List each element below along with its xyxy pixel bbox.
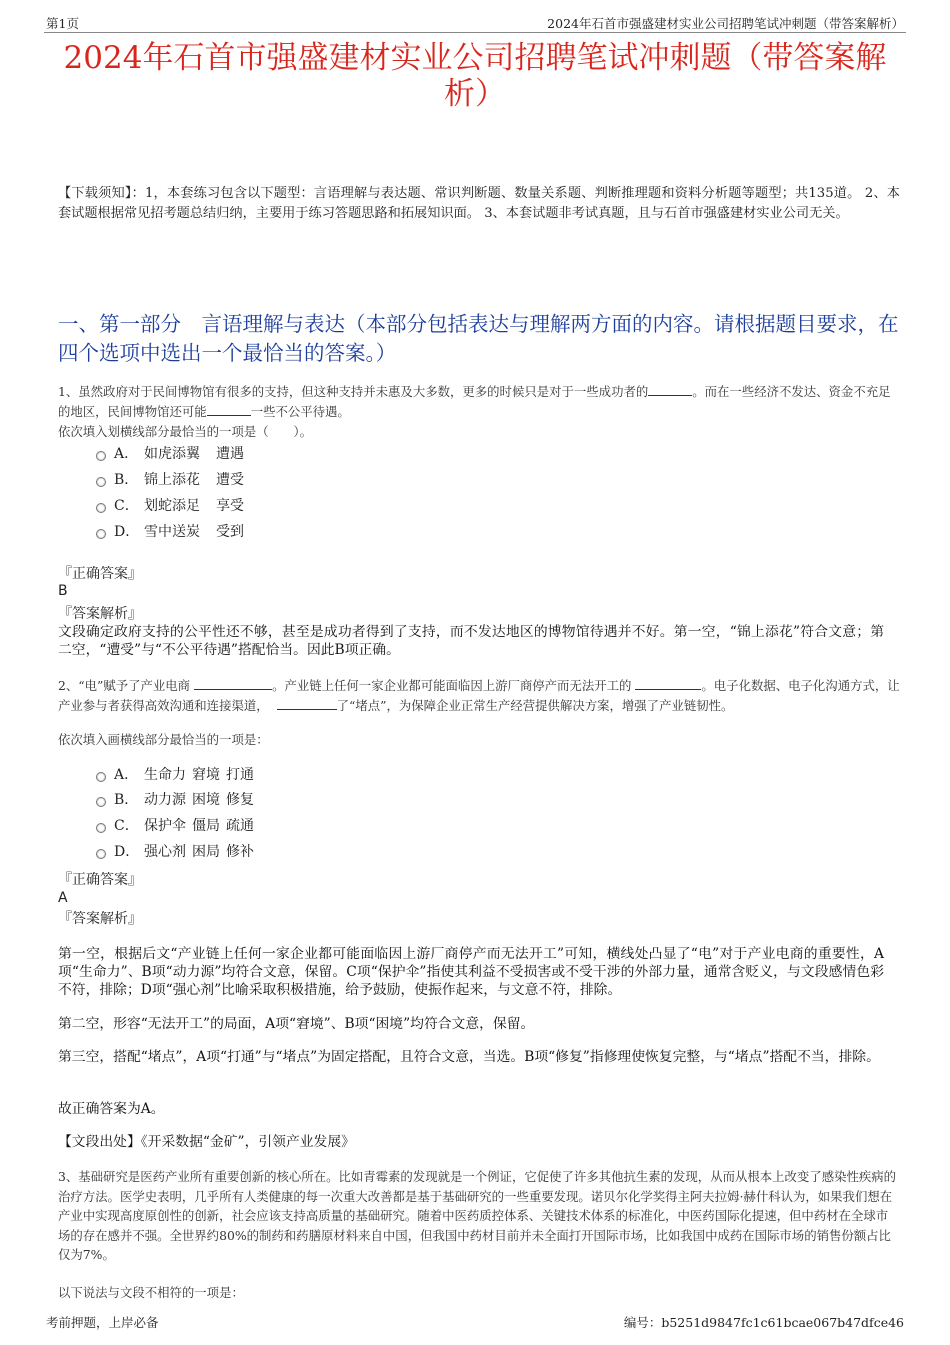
- q1-option-a[interactable]: A． 如虎添翼 遭遇: [96, 444, 260, 464]
- q1-answer: B: [58, 583, 68, 599]
- q1-text-a: 1、虽然政府对于民间博物馆有很多的支持，但这种支持并未惠及大多数，更多的时候只是对于一些成功者的: [58, 384, 649, 399]
- q1-blank-2: [207, 403, 251, 416]
- q2-instruction: 依次填入画横线部分最恰当的一项是：: [58, 732, 269, 747]
- q2-option-b[interactable]: B． 动力源 困境 修复: [96, 790, 270, 810]
- header-divider: [44, 32, 906, 33]
- q2-analysis-p1: 第一空，根据后文“产业链上任何一家企业都可能面临因上游厂商停产而无法开工”可知，横线处凸显了“电”对于产业电商的重要性，A项“生命力”、B项“动力源”均符合文意，保留。C项“保护伞”指使其利益不受损害或不受干涉的外部力量，通常含贬义，与文段感情色彩不符，排除；D项“强心剂”比喻采取积极措施，给予鼓励，使振作起来，与文意不符，排除。: [58, 946, 884, 998]
- radio-icon[interactable]: [96, 477, 106, 487]
- q1-option-c[interactable]: C． 划蛇添足 享受: [96, 496, 260, 516]
- question-3-stem: 3、基础研究是医药产业所有重要创新的核心所在。比如青霉素的发现就是一个例证，它促使了许多其他抗生素的发现，从而从根本上改变了感染性疾病的治疗方法。医学史表明，几乎所有人类健康的每一次重大改善都是基于基础研究的一些重要发现。诺贝尔化学奖得主阿夫拉姆·赫什科认为，如果我们想在产业中实现高度原创性的创新，社会应该支持高质量的基础研究。随着中医药质控体系、关键技术体系的标准化，中医药国际化提速，但中药材在全球市场的存在感并不强。全世界约80%的制药和药膳原材料来自中国，但我国中药材目前并未全面打开国际市场，比如我国中成药在国际市场的销售份额占比仅为7%。: [58, 1169, 897, 1262]
- q1-analysis-label: 『答案解析』: [58, 606, 142, 622]
- section-heading: 一、第一部分 言语理解与表达（本部分包括表达与理解两方面的内容。请根据题目要求，在四个选项中选出一个最恰当的答案。）: [58, 312, 899, 365]
- document-title: [40, 40, 910, 112]
- title-line-2: 析）: [444, 76, 506, 112]
- q2-option-a[interactable]: A． 生命力 窘境 打通: [96, 765, 270, 785]
- radio-icon[interactable]: [96, 451, 106, 461]
- q2-answer-label: 『正确答案』: [58, 872, 142, 888]
- q1-answer-label: 『正确答案』: [58, 566, 142, 582]
- running-header-title: 2024年石首市强盛建材实业公司招聘笔试冲刺题（带答案解析）: [547, 16, 904, 31]
- q1-text-b: 。而在一些经济不发达、资金不充足的地区，民间博物馆还可能: [58, 384, 891, 419]
- q2-blank-1: [194, 677, 272, 690]
- q1-instruction: 依次填入划横线部分最恰当的一项是（ ）。: [58, 424, 313, 439]
- radio-icon[interactable]: [96, 823, 106, 833]
- q1-analysis: 文段确定政府支持的公平性还不够，甚至是成功者得到了支持，而不发达地区的博物馆待遇并不好。第一空，“锦上添花”符合文意；第二空，“遭受”与“不公平待遇”搭配恰当。因此B项正确。: [58, 624, 884, 658]
- footer-slogan: 考前押题，上岸必备: [46, 1315, 159, 1330]
- q1-option-b[interactable]: B． 锦上添花 遭受: [96, 470, 260, 490]
- question-1-stem: [58, 382, 900, 421]
- radio-icon[interactable]: [96, 529, 106, 539]
- page-number: 第1页: [46, 16, 79, 31]
- q2-option-d[interactable]: D． 强心剂 困局 修补: [96, 842, 270, 862]
- q2-analysis-p2: 第二空，形容“无法开工”的局面，A项“窘境”、B项“困境”均符合文意，保留。: [58, 1016, 535, 1032]
- q2-blank-3: [277, 697, 337, 710]
- q2-option-c[interactable]: C． 保护伞 僵局 疏通: [96, 816, 270, 836]
- title-line-1: 2024年石首市强盛建材实业公司招聘笔试冲刺题（带答案解: [63, 40, 887, 76]
- q2-analysis-p3: 第三空，搭配“堵点”，A项“打通”与“堵点”为固定搭配，且符合文意，当选。B项“修复”指修理使恢复完整，与“堵点”搭配不当，排除。: [58, 1049, 880, 1065]
- radio-icon[interactable]: [96, 849, 106, 859]
- q1-text-c: 一些不公平待遇。: [250, 403, 350, 419]
- download-notice: 【下载须知】：1，本套练习包含以下题型：言语理解与表达题、常识判断题、数量关系题、判断推理题和资料分析题等题型；共135道。 2、本套试题根据常见招考题总结归纳，主要用于练习答题思路和拓展知识面。 3、本套试题非考试真题，且与石首市强盛建材实业公司无关。: [58, 186, 900, 221]
- footer-doc-id: 编号：b5251d9847fc1c61bcae067b47dfce46: [623, 1315, 904, 1330]
- q1-option-d[interactable]: D． 雪中送炭 受到: [96, 522, 260, 542]
- radio-icon[interactable]: [96, 797, 106, 807]
- radio-icon[interactable]: [96, 772, 106, 782]
- q2-blank-2: [635, 677, 701, 690]
- q3-instruction: 以下说法与文段不相符的一项是：: [58, 1285, 244, 1300]
- question-2-stem: 2、“电”赋予了产业电商 。产业链上任何一家企业都可能面临因上游厂商停产而无法开工的 。电子化数据、电子化沟通方式，让产业参与者获得高效沟通和连接渠道， 了“堵点”，为保障企业正常生产经营提供解决方案，增强了产业链韧性。: [58, 678, 900, 713]
- q1-blank-1: [648, 383, 692, 396]
- q2-analysis-p4: 故正确答案为A。: [58, 1101, 165, 1117]
- q2-source: 【文段出处】《开采数据“金矿”，引领产业发展》: [58, 1134, 355, 1150]
- radio-icon[interactable]: [96, 503, 106, 513]
- q2-analysis-label: 『答案解析』: [58, 911, 142, 927]
- q2-answer: A: [58, 890, 68, 906]
